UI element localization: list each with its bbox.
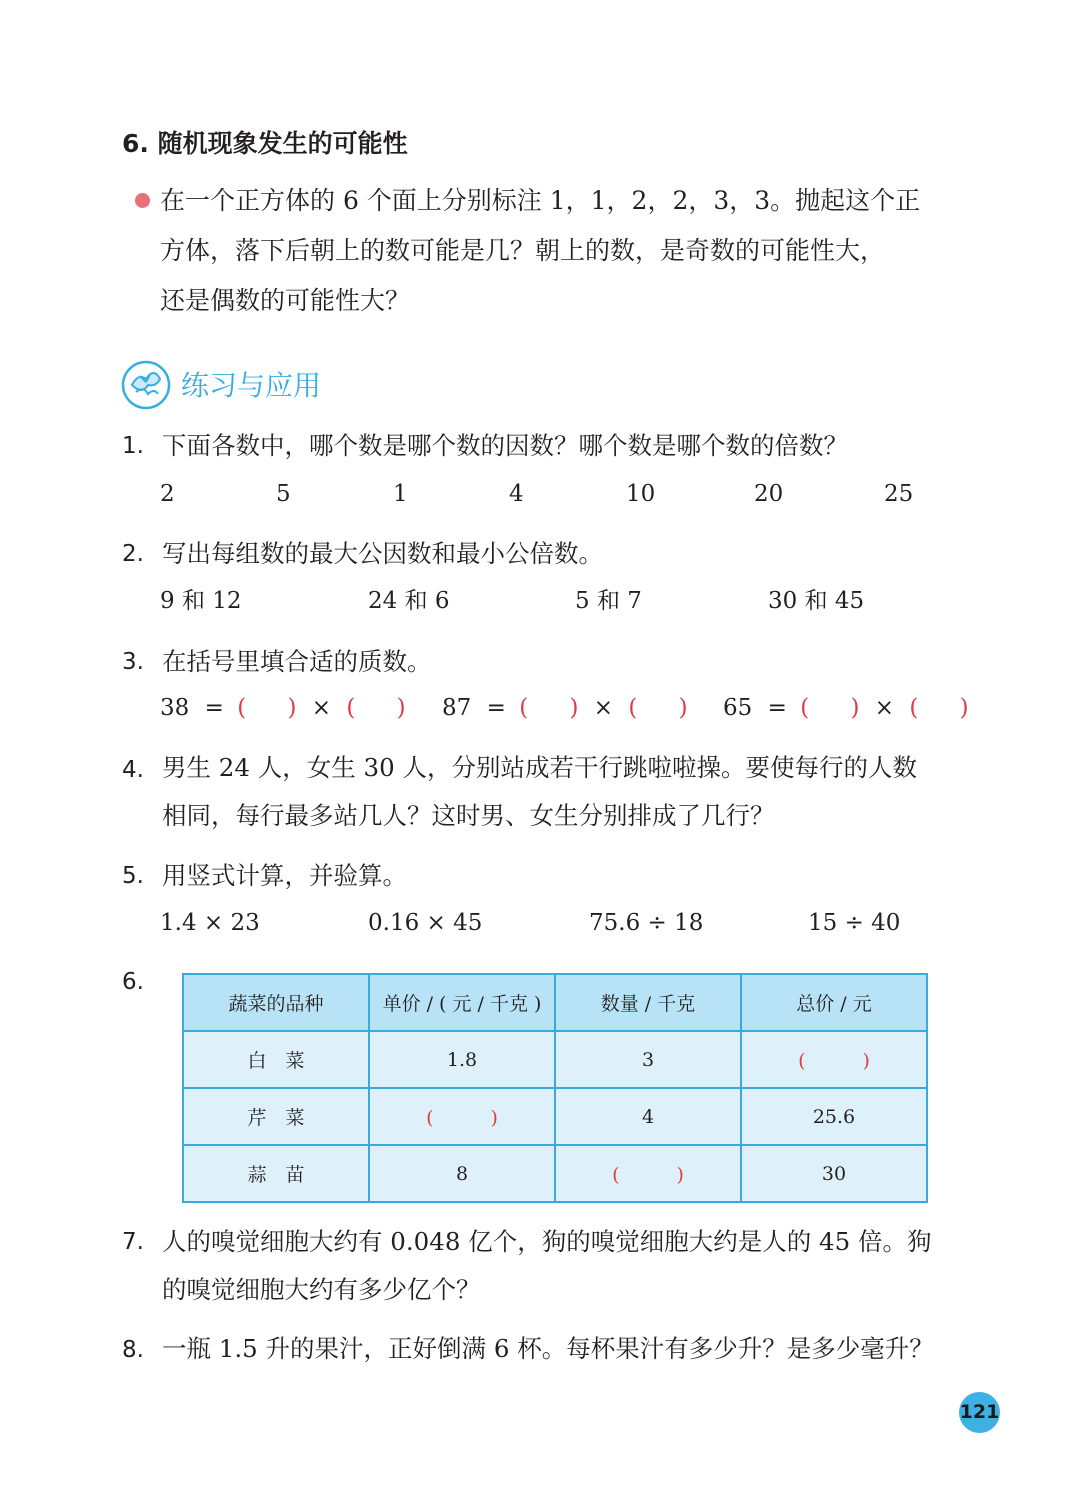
q1-text: 下面各数中，哪个数是哪个数的因数？哪个数是哪个数的倍数？	[162, 431, 848, 460]
q3-number: 3.	[122, 649, 144, 675]
q4-number: 4.	[122, 757, 144, 783]
q3-equation-1	[160, 688, 406, 728]
q2-number: 2.	[122, 541, 144, 567]
q3-blank-open: (	[237, 695, 247, 721]
q7-number: 7.	[122, 1229, 144, 1255]
table-header-row	[183, 974, 927, 1031]
q5-expression: 15 ÷ 40	[808, 910, 901, 936]
q3-blank-open: (	[800, 695, 810, 721]
q2-group: 24 和 6	[368, 588, 450, 614]
q2-group: 5 和 7	[575, 588, 642, 614]
table-row	[183, 1031, 927, 1088]
q7-line-2: 的嗅觉细胞大约有多少亿个？	[162, 1275, 481, 1304]
q1-value: 2	[160, 481, 175, 507]
q4-line-1: 男生 24 人，女生 30 人，分别站成若干行跳啦啦操。要使每行的人数	[162, 753, 917, 782]
q3-times: ×	[311, 695, 332, 721]
table-header-cell: 蔬菜的品种	[183, 974, 369, 1031]
table-header-cell: 数量 / 千克	[555, 974, 741, 1031]
bullet-line-3: 还是偶数的可能性大？	[160, 286, 411, 315]
q3-equals: =	[204, 695, 224, 721]
q7-line-1: 人的嗅觉细胞大约有 0.048 亿个，狗的嗅觉细胞大约是人的 45 倍。狗	[162, 1227, 932, 1256]
q3-times: ×	[593, 695, 614, 721]
q1-value: 4	[509, 481, 524, 507]
q4-line-2: 相同，每行最多站几人？这时男、女生分别排成了几行？	[162, 801, 775, 830]
table-cell-total: 30	[741, 1145, 927, 1202]
q1-value: 1	[393, 481, 408, 507]
table-cell-qty: 4	[555, 1088, 741, 1145]
q3-blank-close: )	[287, 695, 297, 721]
q3-lhs: 87	[442, 695, 472, 721]
q3-equals: =	[486, 695, 506, 721]
q3-times: ×	[874, 695, 895, 721]
table-cell-total-blank: ( )	[741, 1031, 927, 1088]
page-number-badge: 121	[959, 1392, 1000, 1433]
q3-blank-open: (	[909, 695, 919, 721]
table-header-cell: 总价 / 元	[741, 974, 927, 1031]
table-cell-price-blank: ( )	[369, 1088, 555, 1145]
table-header-cell: 单价 / ( 元 / 千克 )	[369, 974, 555, 1031]
q3-equals: =	[767, 695, 787, 721]
q1-number: 1.	[122, 433, 144, 459]
q1-value: 20	[754, 481, 784, 507]
q2-text: 写出每组数的最大公因数和最小公倍数。	[162, 539, 603, 568]
q3-blank-close: )	[678, 695, 688, 721]
bullet-line-2: 方体，落下后朝上的数可能是几？朝上的数，是奇数的可能性大，	[160, 236, 886, 265]
vegetable-price-table	[182, 973, 928, 1203]
practice-title: 练习与应用	[181, 369, 322, 402]
table-cell-total: 25.6	[741, 1088, 927, 1145]
bullet-line-1: 在一个正方体的 6 个面上分别标注 1，1，2，2，3，3。抛起这个正	[160, 186, 921, 215]
q2-group: 30 和 45	[768, 588, 865, 614]
table-cell-name: 蒜 苗	[183, 1145, 369, 1202]
table-row	[183, 1088, 927, 1145]
table-cell-qty: 3	[555, 1031, 741, 1088]
q5-expression: 1.4 × 23	[160, 910, 260, 936]
section-number: 6.	[122, 129, 149, 158]
q3-blank-close: )	[569, 695, 579, 721]
section-heading	[122, 124, 408, 164]
q1-value: 10	[626, 481, 656, 507]
q5-text: 用竖式计算，并验算。	[162, 861, 407, 890]
section-title: 随机现象发生的可能性	[157, 129, 408, 158]
q8-number: 8.	[122, 1337, 144, 1363]
q3-blank-open: (	[628, 695, 638, 721]
table-cell-price: 8	[369, 1145, 555, 1202]
table-cell-price: 1.8	[369, 1031, 555, 1088]
table-row	[183, 1145, 927, 1202]
q8-text: 一瓶 1.5 升的果汁，正好倒满 6 杯。每杯果汁有多少升？是多少毫升？	[162, 1334, 934, 1363]
q3-blank-close: )	[850, 695, 860, 721]
q3-text: 在括号里填合适的质数。	[162, 647, 432, 676]
table-cell-name: 白 菜	[183, 1031, 369, 1088]
table-cell-name: 芹 菜	[183, 1088, 369, 1145]
q2-group: 9 和 12	[160, 588, 242, 614]
q1-value: 5	[276, 481, 291, 507]
puzzle-icon	[120, 358, 172, 410]
q3-blank-close: )	[396, 695, 406, 721]
q5-expression: 75.6 ÷ 18	[589, 910, 704, 936]
table-cell-qty-blank: ( )	[555, 1145, 741, 1202]
q3-blank-close: )	[959, 695, 969, 721]
q6-number: 6.	[122, 969, 144, 995]
q3-equation-2	[442, 688, 688, 728]
q5-expression: 0.16 × 45	[368, 910, 483, 936]
q3-lhs: 38	[160, 695, 190, 721]
q3-blank-open: (	[346, 695, 356, 721]
q3-blank-open: (	[519, 695, 529, 721]
q3-lhs: 65	[723, 695, 753, 721]
q1-value: 25	[884, 481, 914, 507]
bullet-dot-icon	[135, 193, 150, 208]
q3-equation-3	[723, 688, 969, 728]
q5-number: 5.	[122, 863, 144, 889]
